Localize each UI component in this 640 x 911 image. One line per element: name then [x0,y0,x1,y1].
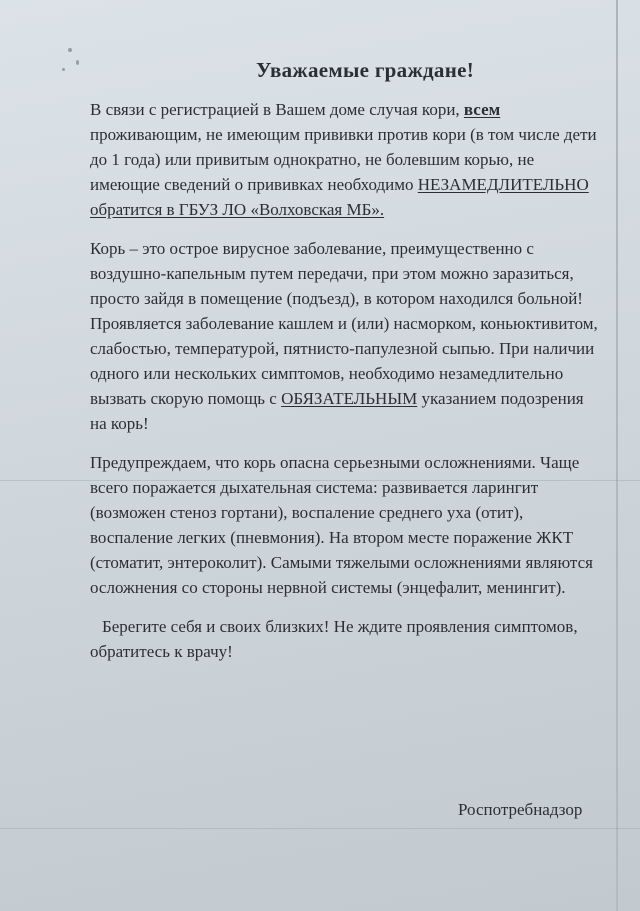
paragraph-text: указанием подозрения на корь! [90,389,584,433]
paragraph-complications: Предупреждаем, что корь опасна серьезными осложнениями. Чаще всего поражается дыхательная система: развивается ларингит (возможен стеноз гортани), воспаление среднего уха (отит), воспаление легких (пневмония). На втором месте поражение ЖКТ (стоматит, энтероколит). Самыми тяжелыми осложнениями являются осложнения со стороны нервной системы (энцефалит, менингит). [90,453,593,597]
paragraph-text: проживающим, не имеющим прививки против кори (в том числе дети до 1 года) или привитым однократно, не болевшим корью, не имеющие сведений о прививках необходимо [90,125,597,194]
paper-speck [76,60,79,65]
paper-speck [62,68,65,71]
notice-content [90,58,600,678]
emphasis-all: всем [463,100,501,119]
signature: Роспотребнадзор [458,800,583,819]
paper-fold [0,828,640,829]
mandatory-underlined: ОБЯЗАТЕЛЬНЫМ [281,389,418,408]
notice-title: Уважаемые граждане! [255,58,475,82]
paper-edge [616,0,618,911]
paragraph-appeal: Берегите себя и своих близких! Не ждите проявления симптомов, обратитесь к врачу! [90,617,578,661]
paragraph-registration [90,97,600,222]
paper-speck [68,48,72,52]
paragraph-text: В связи с регистрацией в Вашем доме случая кори, [90,100,464,119]
paragraph-measles-info [90,236,600,436]
urgent-underlined: НЕЗАМЕДЛИТЕЛЬНО обратится в ГБУЗ ЛО «Волховская МБ». [90,175,589,219]
paragraph-text: Корь – это острое вирусное заболевание, преимущественно с воздушно-капельным путем передачи, при этом можно заразиться, просто зайдя в помещение (подъезд), в котором находился больной! Проявляется заболевание кашлем и (или) насморком, коньюктивитом, слабостью, температурой, пятнисто-папулезной сыпью. При наличии одного или нескольких симптомов, необходимо незамедлительно вызвать скорую помощь с [90,239,598,408]
